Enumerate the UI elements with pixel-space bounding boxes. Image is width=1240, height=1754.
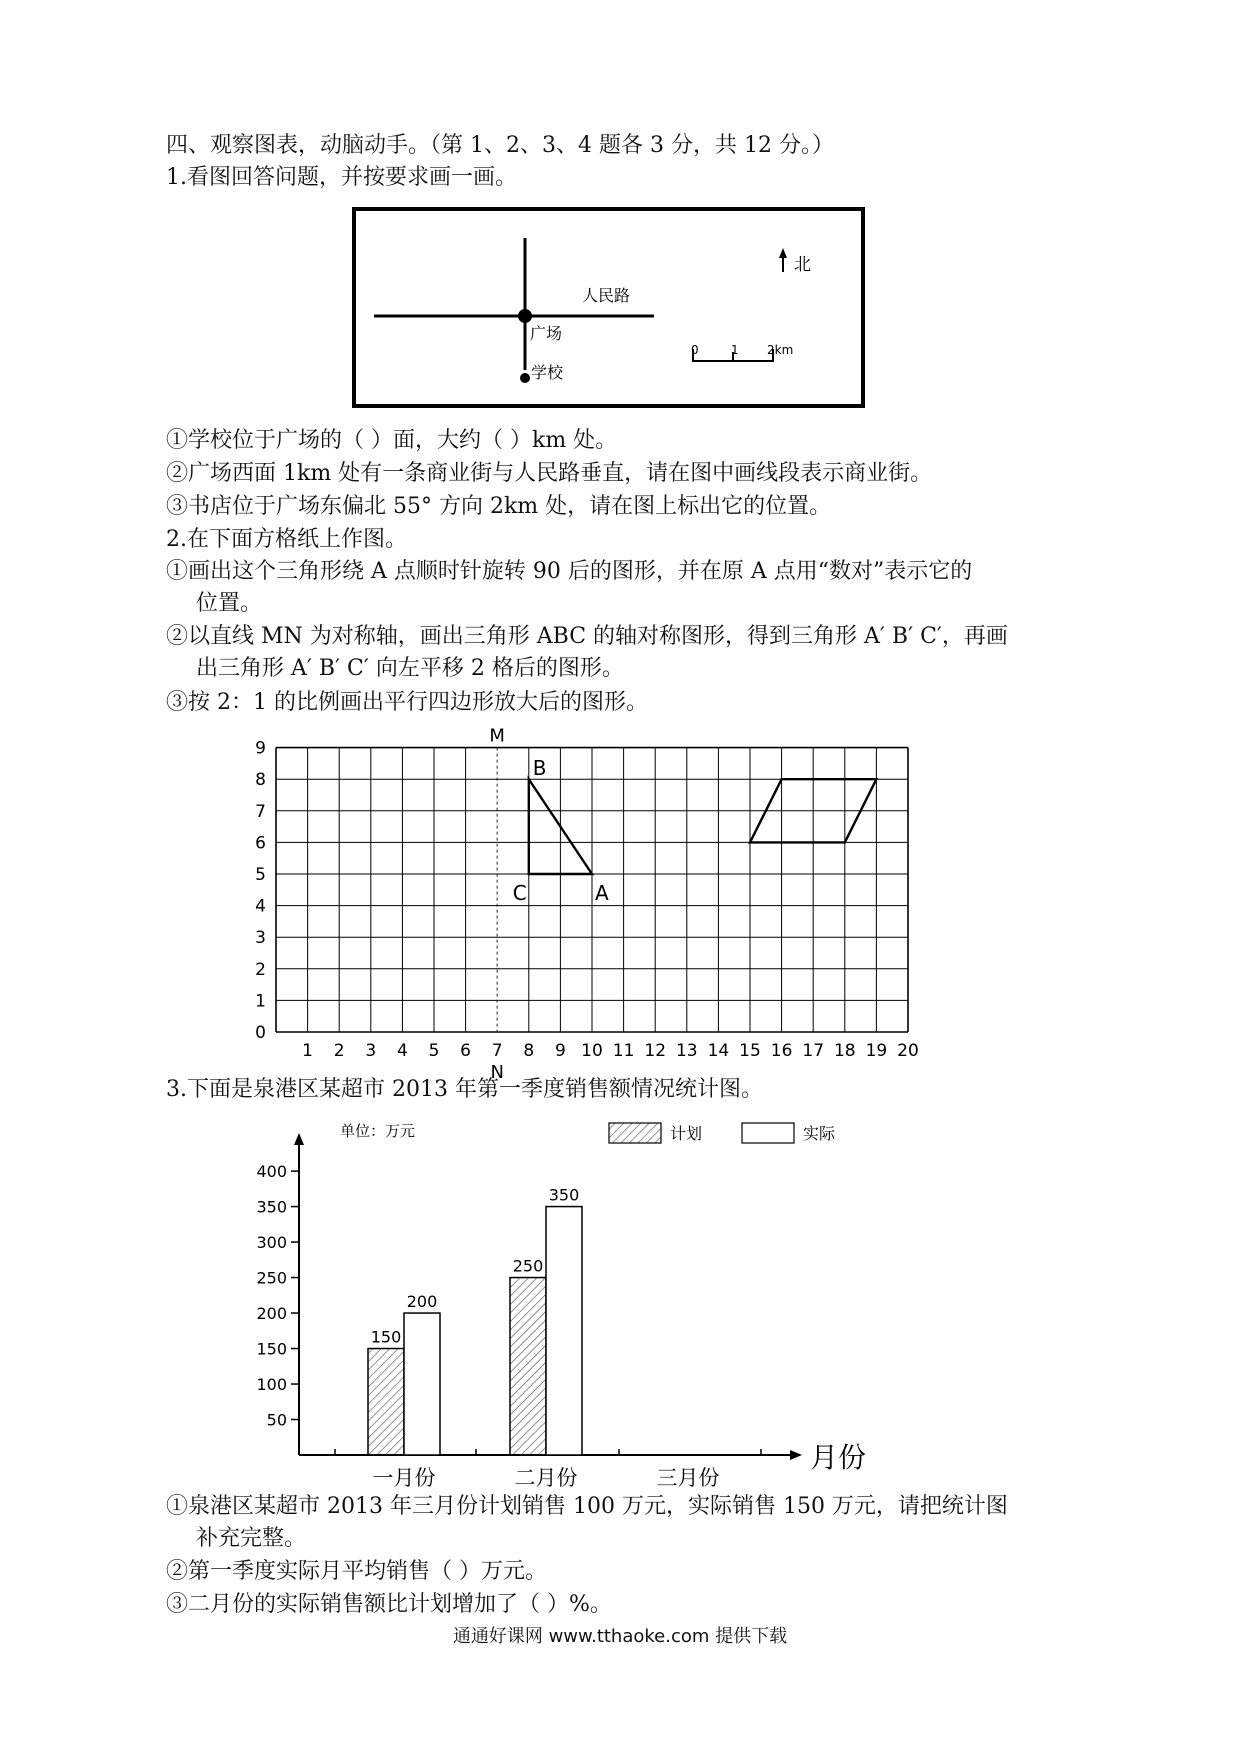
coordinate-grid bbox=[0, 710, 1240, 1083]
y-tick-label: 5 bbox=[255, 865, 266, 885]
bar-data-label: 350 bbox=[548, 1185, 580, 1205]
bar-plan bbox=[368, 1349, 404, 1455]
category-label: 三月份 bbox=[656, 1466, 720, 1490]
y-tick-label: 400 bbox=[256, 1162, 287, 1182]
x-tick-label: 11 bbox=[612, 1041, 635, 1061]
x-tick-label: 3 bbox=[365, 1041, 377, 1061]
x-tick-label: 19 bbox=[865, 1041, 888, 1061]
axis-label-n: N bbox=[490, 1062, 504, 1083]
q2-item-3: ③按 2：1 的比例画出平行四边形放大后的图形。 bbox=[166, 690, 648, 715]
x-tick-label: 10 bbox=[581, 1041, 603, 1061]
x-tick-label: 5 bbox=[428, 1041, 440, 1061]
q2-item-1: ①画出这个三角形绕 A 点顺时针旋转 90 后的图形，并在原 A 点用“数对”表示它的 bbox=[166, 559, 973, 584]
x-tick-label: 7 bbox=[491, 1041, 503, 1061]
section-heading: 四、观察图表，动脑动手。（第 1、2、3、4 题各 3 分，共 12 分。） bbox=[166, 133, 834, 158]
legend-swatch-actual bbox=[742, 1123, 794, 1143]
sales-bar-chart bbox=[0, 1110, 1240, 1490]
y-tick-label: 2 bbox=[255, 959, 266, 980]
x-tick-label: 18 bbox=[833, 1041, 856, 1061]
y-tick-label: 1 bbox=[255, 991, 266, 1012]
y-tick-label: 0 bbox=[255, 1023, 266, 1043]
plaza-dot bbox=[518, 309, 532, 323]
x-tick-label: 15 bbox=[739, 1041, 761, 1061]
x-tick-label: 8 bbox=[523, 1041, 535, 1061]
q3-item-3: ③二月份的实际销售额比计划增加了（ ）%。 bbox=[166, 1592, 612, 1617]
scale-label-2: 2km bbox=[767, 343, 794, 357]
x-tick-label: 14 bbox=[707, 1041, 730, 1061]
unit-label: 单位：万元 bbox=[340, 1122, 416, 1140]
legend-label-plan: 计划 bbox=[670, 1124, 703, 1143]
vertex-label-a: A bbox=[595, 881, 609, 905]
bar-plan bbox=[510, 1278, 546, 1455]
x-axis-arrow-icon bbox=[790, 1450, 802, 1460]
q3-item-1: ①泉港区某超市 2013 年三月份计划销售 100 万元，实际销售 150 万元，请把统计图 bbox=[166, 1494, 1008, 1519]
q2-item-2-cont: 出三角形 A′ B′ C′ 向左平移 2 格后的图形。 bbox=[196, 656, 624, 681]
y-tick-label: 9 bbox=[255, 738, 266, 759]
y-tick-label: 350 bbox=[256, 1197, 287, 1217]
scale-label-1: 1 bbox=[731, 343, 739, 357]
y-tick-label: 300 bbox=[256, 1233, 287, 1253]
x-tick-label: 9 bbox=[554, 1041, 566, 1061]
q2-title: 2.在下面方格纸上作图。 bbox=[166, 527, 407, 552]
bar-actual bbox=[404, 1313, 440, 1455]
y-tick-label: 8 bbox=[255, 770, 266, 791]
q3-item-2: ②第一季度实际月平均销售（ ）万元。 bbox=[166, 1559, 547, 1584]
x-tick-label: 1 bbox=[302, 1041, 314, 1061]
q1-item-1: ①学校位于广场的（ ）面，大约（ ）km 处。 bbox=[166, 428, 618, 453]
legend-swatch-plan bbox=[609, 1123, 661, 1143]
y-tick-label: 7 bbox=[255, 801, 266, 822]
bar-data-label: 150 bbox=[370, 1327, 402, 1347]
x-tick-label: 12 bbox=[644, 1041, 667, 1061]
x-tick-label: 13 bbox=[675, 1041, 698, 1061]
y-tick-label: 4 bbox=[255, 896, 266, 917]
y-tick-label: 250 bbox=[256, 1268, 287, 1288]
bar-data-label: 200 bbox=[406, 1292, 438, 1312]
category-label: 一月份 bbox=[372, 1466, 436, 1490]
vertex-label-b: B bbox=[532, 756, 547, 781]
y-tick-label: 3 bbox=[255, 928, 266, 949]
category-label: 二月份 bbox=[514, 1466, 578, 1490]
x-tick-label: 17 bbox=[802, 1041, 825, 1061]
y-tick-label: 6 bbox=[255, 833, 266, 854]
q3-title: 3.下面是泉港区某超市 2013 年第一季度销售额情况统计图。 bbox=[166, 1077, 763, 1102]
y-axis-arrow-icon bbox=[294, 1133, 304, 1145]
y-tick-label: 100 bbox=[256, 1375, 287, 1395]
y-tick-label: 150 bbox=[256, 1339, 287, 1359]
x-axis-title: 月份 bbox=[810, 1441, 867, 1474]
q2-item-2: ②以直线 MN 为对称轴，画出三角形 ABC 的轴对称图形，得到三角形 A′ B′ C′，再画 bbox=[166, 624, 1008, 649]
x-tick-label: 6 bbox=[460, 1041, 472, 1061]
plaza-label: 广场 bbox=[530, 324, 563, 343]
north-arrow-icon bbox=[779, 248, 787, 272]
north-label: 北 bbox=[794, 255, 811, 275]
y-tick-label: 50 bbox=[266, 1410, 287, 1430]
map-frame bbox=[354, 209, 863, 406]
q1-title: 1.看图回答问题，并按要求画一画。 bbox=[166, 165, 517, 190]
x-tick-label: 16 bbox=[770, 1041, 793, 1061]
footer-credit: 通通好课网 www.tthaoke.com 提供下载 bbox=[452, 1626, 788, 1647]
q3-item-1-cont: 补充完整。 bbox=[196, 1526, 307, 1551]
legend-label-actual: 实际 bbox=[803, 1124, 836, 1143]
school-label: 学校 bbox=[531, 363, 564, 382]
road-label: 人民路 bbox=[582, 286, 631, 305]
y-tick-label: 200 bbox=[256, 1304, 287, 1324]
axis-label-m: M bbox=[489, 725, 505, 747]
q2-item-1-cont: 位置。 bbox=[196, 591, 263, 616]
direction-map bbox=[0, 200, 1240, 440]
x-tick-label: 2 bbox=[333, 1041, 345, 1061]
bar-actual bbox=[546, 1207, 582, 1455]
bar-data-label: 250 bbox=[512, 1256, 544, 1276]
q1-item-3: ③书店位于广场东偏北 55° 方向 2km 处，请在图上标出它的位置。 bbox=[166, 494, 832, 519]
school-dot bbox=[520, 373, 530, 383]
q1-item-2: ②广场西面 1km 处有一条商业街与人民路垂直，请在图中画线段表示商业街。 bbox=[166, 461, 933, 486]
vertex-label-c: C bbox=[512, 881, 527, 905]
scale-label-0: 0 bbox=[691, 343, 699, 357]
x-tick-label: 4 bbox=[396, 1041, 408, 1061]
x-tick-label: 20 bbox=[897, 1041, 919, 1061]
